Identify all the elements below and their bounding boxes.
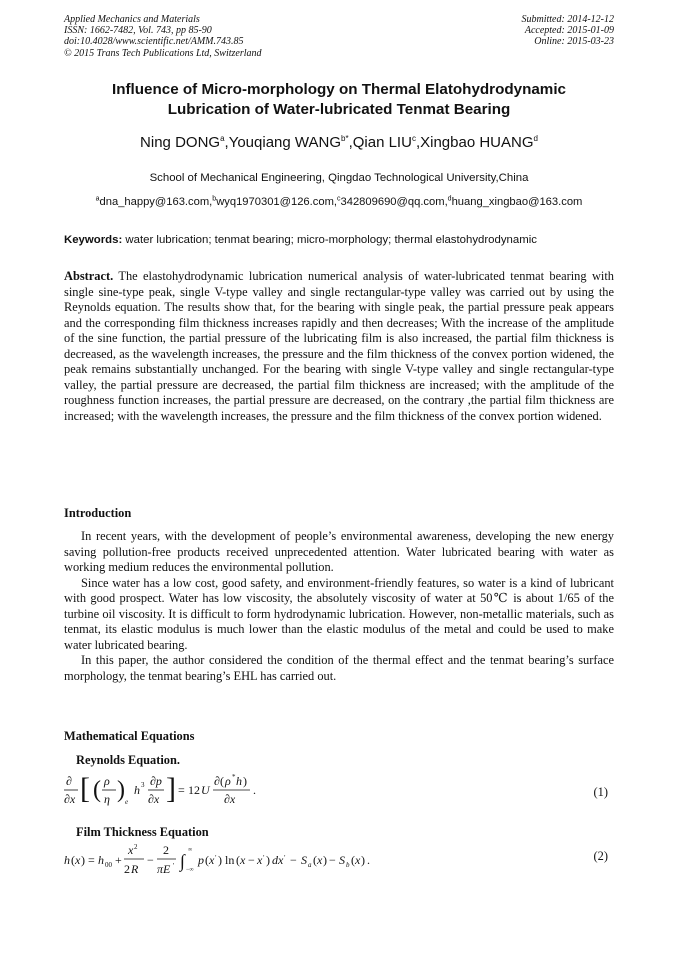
film-thickness-heading: Film Thickness Equation <box>76 825 209 839</box>
svg-text:(: ( <box>93 777 101 803</box>
svg-text:S: S <box>339 853 345 867</box>
author-name: Ning DONG <box>140 134 221 151</box>
svg-text:∂: ∂ <box>214 774 220 788</box>
journal-doi: doi:10.4028/www.scientific.net/AMM.743.85 <box>64 36 244 48</box>
svg-text:x: x <box>128 843 134 857</box>
keywords-text: water lubrication; tenmat bearing; micro-morphology; thermal elastohydrodynamic <box>122 234 537 246</box>
svg-text:2: 2 <box>163 843 169 857</box>
abstract <box>64 269 614 424</box>
svg-text:x: x <box>257 853 263 867</box>
email-sup: b <box>212 195 217 203</box>
svg-text:): ) <box>361 853 365 867</box>
svg-text:∂: ∂ <box>66 774 72 788</box>
email-link[interactable]: dna_happy@163.com <box>99 196 210 208</box>
svg-text:η: η <box>104 792 110 806</box>
svg-text:(: ( <box>220 774 224 788</box>
svg-text:=: = <box>178 783 185 797</box>
svg-text:−: − <box>290 853 297 867</box>
svg-text:): ) <box>323 853 327 867</box>
author-name: Youqiang WANG <box>228 134 341 151</box>
email-sup: d <box>447 195 452 203</box>
reynolds-equation-formula <box>64 770 384 814</box>
svg-text:12: 12 <box>188 783 200 797</box>
svg-text:+: + <box>115 853 122 867</box>
email-sup: c <box>337 195 341 203</box>
email-sup: a <box>95 195 100 203</box>
author-emails: $^a$dna_happy@163.com,$^b$wyq1970301@126.com,$^c$342809690@qq.com,$^d$huang_xingbao@163.com <box>95 195 583 208</box>
svg-text:=: = <box>88 853 95 867</box>
svg-text:x: x <box>240 853 246 867</box>
svg-text:00: 00 <box>105 861 112 869</box>
journal-copyright: © 2015 Trans Tech Publications Ltd, Switzerland <box>64 47 262 59</box>
svg-text:′: ′ <box>215 854 217 862</box>
svg-text:e: e <box>125 798 129 806</box>
svg-text:′: ′ <box>284 854 286 862</box>
svg-text:x: x <box>355 853 361 867</box>
svg-text:.: . <box>253 783 256 797</box>
author-sup: b* <box>341 134 349 143</box>
svg-text:∫: ∫ <box>180 851 185 871</box>
title-line-2: Lubrication of Water-lubricated Tenmat Bearing <box>167 101 511 118</box>
svg-text:−: − <box>329 853 336 867</box>
svg-text:x: x <box>75 853 81 867</box>
email-link[interactable]: 342809690@qq.com <box>340 196 445 208</box>
keywords-label: Keywords: <box>64 234 123 246</box>
author-name: Xingbao HUANG <box>420 134 534 151</box>
introduction-body <box>64 529 614 684</box>
equation-number: (2) <box>593 849 608 863</box>
svg-text:2: 2 <box>134 843 138 851</box>
svg-text:dx: dx <box>272 853 284 867</box>
submission-dates <box>522 14 615 48</box>
svg-text:′: ′ <box>263 854 265 862</box>
svg-text:ρ: ρ <box>225 774 231 788</box>
svg-text:.: . <box>367 853 370 867</box>
journal-issn: ISSN: 1662-7482, Vol. 743, pp 85-90 <box>64 25 212 37</box>
title-line-1: Influence of Micro-morphology on Thermal Elatohydrodynamic <box>112 81 566 98</box>
svg-text:∞: ∞ <box>188 847 193 853</box>
svg-text:): ) <box>243 774 247 788</box>
svg-text:(: ( <box>351 853 355 867</box>
svg-text:): ) <box>117 777 125 803</box>
svg-text:x: x <box>317 853 323 867</box>
svg-text:': ' <box>173 862 175 870</box>
svg-text:∂x: ∂x <box>64 792 76 806</box>
paragraph: In recent years, with the development of people’s environmental awareness, developing the new energy saving pollution-free products received unprecedented attention. Water lubricated bearing with water as working medium reduces the environmental pollution. <box>64 529 614 575</box>
svg-text:ρ: ρ <box>104 774 110 788</box>
introduction-heading: Introduction <box>64 506 132 520</box>
svg-text:x: x <box>209 853 215 867</box>
svg-text:(: ( <box>313 853 317 867</box>
reynolds-heading: Reynolds Equation. <box>76 753 180 767</box>
svg-text:h: h <box>98 853 104 867</box>
equation-number: (1) <box>593 785 608 799</box>
svg-text:ln: ln <box>225 853 235 867</box>
svg-text:h: h <box>64 853 70 867</box>
svg-text:−∞: −∞ <box>186 867 194 873</box>
svg-text:3: 3 <box>141 781 145 789</box>
online-date: Online: 2015-03-23 <box>534 36 614 48</box>
svg-text:S: S <box>301 853 307 867</box>
reynolds-equation <box>64 770 614 810</box>
svg-text:p: p <box>198 853 204 867</box>
svg-text:a: a <box>308 861 312 869</box>
svg-text:h: h <box>236 774 242 788</box>
paper-title <box>60 80 618 120</box>
svg-text:): ) <box>218 853 222 867</box>
svg-text:b: b <box>346 861 350 869</box>
svg-text:∂p: ∂p <box>150 774 162 788</box>
svg-text:(: ( <box>71 853 75 867</box>
svg-text:[: [ <box>80 772 90 805</box>
svg-text:πE: πE <box>157 862 171 876</box>
affiliation: School of Mechanical Engineering, Qingdao Technological University,China <box>149 172 529 184</box>
journal-name: Applied Mechanics and Materials <box>64 14 200 25</box>
svg-text:): ) <box>81 853 85 867</box>
svg-text:U: U <box>201 783 210 797</box>
keywords <box>64 233 624 248</box>
email-link[interactable]: huang_xingbao@163.com <box>451 196 583 208</box>
svg-text:∂x: ∂x <box>148 792 160 806</box>
svg-text:*: * <box>232 773 236 781</box>
film-thickness-equation <box>64 842 614 882</box>
svg-text:∂x: ∂x <box>224 792 236 806</box>
svg-text:h: h <box>134 783 140 797</box>
svg-text:−: − <box>147 853 154 867</box>
email-link[interactable]: wyq1970301@126.com <box>216 196 334 208</box>
svg-text:(: ( <box>205 853 209 867</box>
journal-info <box>64 14 262 59</box>
paragraph: In this paper, the author considered the condition of the thermal effect and the tenmat bearing’s surface morphology, the tenmat bearing’s EHL has carried out. <box>64 653 614 683</box>
svg-text:2: 2 <box>124 862 130 876</box>
author-list: Ning DONG$^a$,Youqiang $WANG^{b*},Qian$ LIU$^c$,Xingbao HUANG$^d$ <box>140 134 538 151</box>
author-sup: d <box>533 134 538 143</box>
svg-text:R: R <box>131 862 139 876</box>
svg-text:−: − <box>248 853 255 867</box>
svg-text:): ) <box>266 853 270 867</box>
svg-text:(: ( <box>236 853 240 867</box>
abstract-text: The elastohydrodynamic lubrication numerical analysis of water-lubricated tenmat bearing with single sine-type peak, single V-type valley and single rectangular-type valley was carried out by using the Reynolds equation. The results show that, for the bearing with single peak, the partial pressure peak appears and the corresponding film thickness increases rapidly and then decreases; With the increase of the amplitude of the sine function, the partial pressure of the lubricating film is also increased, the partial film thickness is decreased, as the wavelength increases, the pressure and the film thickness of the convex portion widened, the peak remains substantially unchanged. For the bearing with single V-type valley and single rectangular-type valley, the partial pressure are decreased, the partial film thickness are increased; with the amplitude of the roughness function increases, the partial pressure are decreased, on the contrary ,the partial film thickness are increased; with the wavelength increases, the pressure and the film thickness of the convex portion widened. <box>64 269 614 423</box>
film-thickness-formula <box>64 842 404 884</box>
svg-text:]: ] <box>166 772 176 805</box>
author-sup: a <box>220 134 225 143</box>
author-name: Qian LIU <box>352 134 412 151</box>
accepted-date: Accepted: 2015-01-09 <box>524 25 614 37</box>
author-sup: c <box>411 134 416 143</box>
abstract-label: Abstract. <box>64 269 114 283</box>
math-section-heading: Mathematical Equations <box>64 729 195 743</box>
submitted-date: Submitted: 2014-12-12 <box>521 14 614 25</box>
paragraph: Since water has a low cost, good safety, and environment-friendly features, so water is a kind of lubricant with good prospect. Water has low viscosity, the absolutely viscosity of water at 50℃ is about 1/65 of the turbine oil viscosity. It is difficult to form hydrodynamic lubrication. However, non-metallic materials, such as tenmat, its elastic modulus is much lower than the elastic modulus of the metal and could be used to make water lubricated bearing. <box>64 575 614 652</box>
